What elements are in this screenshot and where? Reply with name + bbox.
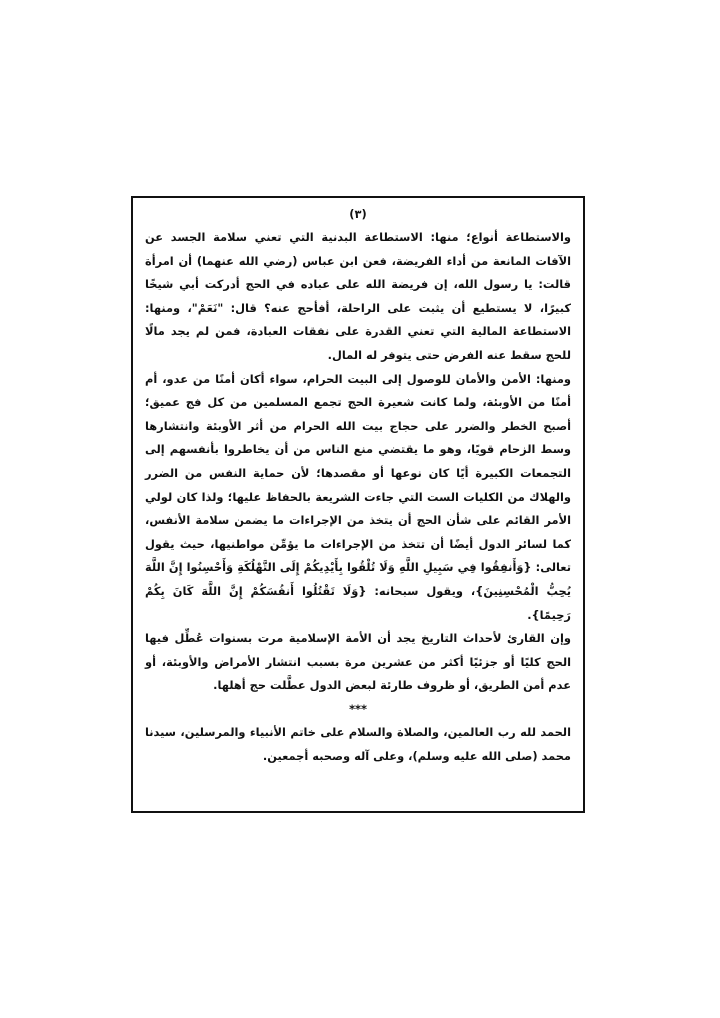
paragraph-istitaa: والاستطاعة أنواع؛ منها: الاستطاعة البدنية التي تعني سلامة الجسد عن الآفات المانعة من أداء الفريضة، فعن ابن عباس (رضي الله عنهما) أن امرأة قالت: يا رسول الله، إن فريضة الله على عباده في الحج أدركت أبي شيخًا كبيرًا، لا يستطيع أن يثبت على الراحلة، أفأحج عنه؟ قال: "نَعَمْ"، ومنها: الاستطاعة المالية التي تعني القدرة على نفقات العبادة، فمن لم يجد مالًا للحج سقط عنه الفرض حتى يتوفر له المال. [145, 230, 571, 362]
paragraph-amn: ومنها: الأمن والأمان للوصول إلى البيت الحرام، سواء أكان أمنًا من عدو، أم أمنًا من الأوبئة، ولما كانت شعيرة الحج تجمع المسلمين من كل فج عميق؛ أصبح الخطر والضرر على حجاج بيت الله الحرام من أثر الأوبئة وانتشارها وسط الزحام قويًا، وهو ما يقتضي منع الناس من أن يخاطروا بأنفسهم إلى التجمعات الكبيرة أيًا كان نوعها أو مقصدها؛ لأن حماية النفس من الضرر والهلاك من الكليات الست التي جاءت الشريعة بالحفاظ عليها؛ ولذا كان لولي الأمر القائم على شأن الحج أن يتخذ من الإجراءات ما يضمن سلامة الأنفس، كما لسائر الدول أيضًا أن تتخذ من الإجراءات ما يؤمِّن مواطنيها، حيث يقول تعالى: {وَأَنفِقُوا فِي سَبِيلِ اللَّهِ وَلَا تُلْقُوا بِأَيْدِيكُمْ إِلَى التَّهْلُكَةِ وَأَحْسِنُوا إِنَّ اللَّهَ يُحِبُّ الْمُحْسِنِينَ}، ويقول سبحانه: {وَلَا تَقْتُلُوا أَنفُسَكُمْ إِنَّ اللَّهَ كَانَ بِكُمْ رَحِيمًا}. [145, 371, 571, 622]
page-number: (٣) [349, 207, 367, 221]
page-content [145, 204, 571, 769]
page-frame [131, 196, 585, 813]
paragraph-closing: الحمد لله رب العالمين، والصلاة والسلام على خاتم الأنبياء والمرسلين، سيدنا محمد (صلى الله عليه وسلم)، وعلى آله وصحبه أجمعين. [145, 725, 571, 764]
paragraph-history: وإن القارئ لأحداث التاريخ يجد أن الأمة الإسلامية مرت بسنوات عُطِّل فيها الحج كليًا أو جزئيًا أكثر من عشرين مرة بسبب انتشار الأمراض والأوبئة، أو عدم أمن الطريق، أو ظروف طارئة لبعض الدول عطَّلت حج أهلها. [145, 631, 571, 693]
section-separator: *** [349, 701, 367, 716]
